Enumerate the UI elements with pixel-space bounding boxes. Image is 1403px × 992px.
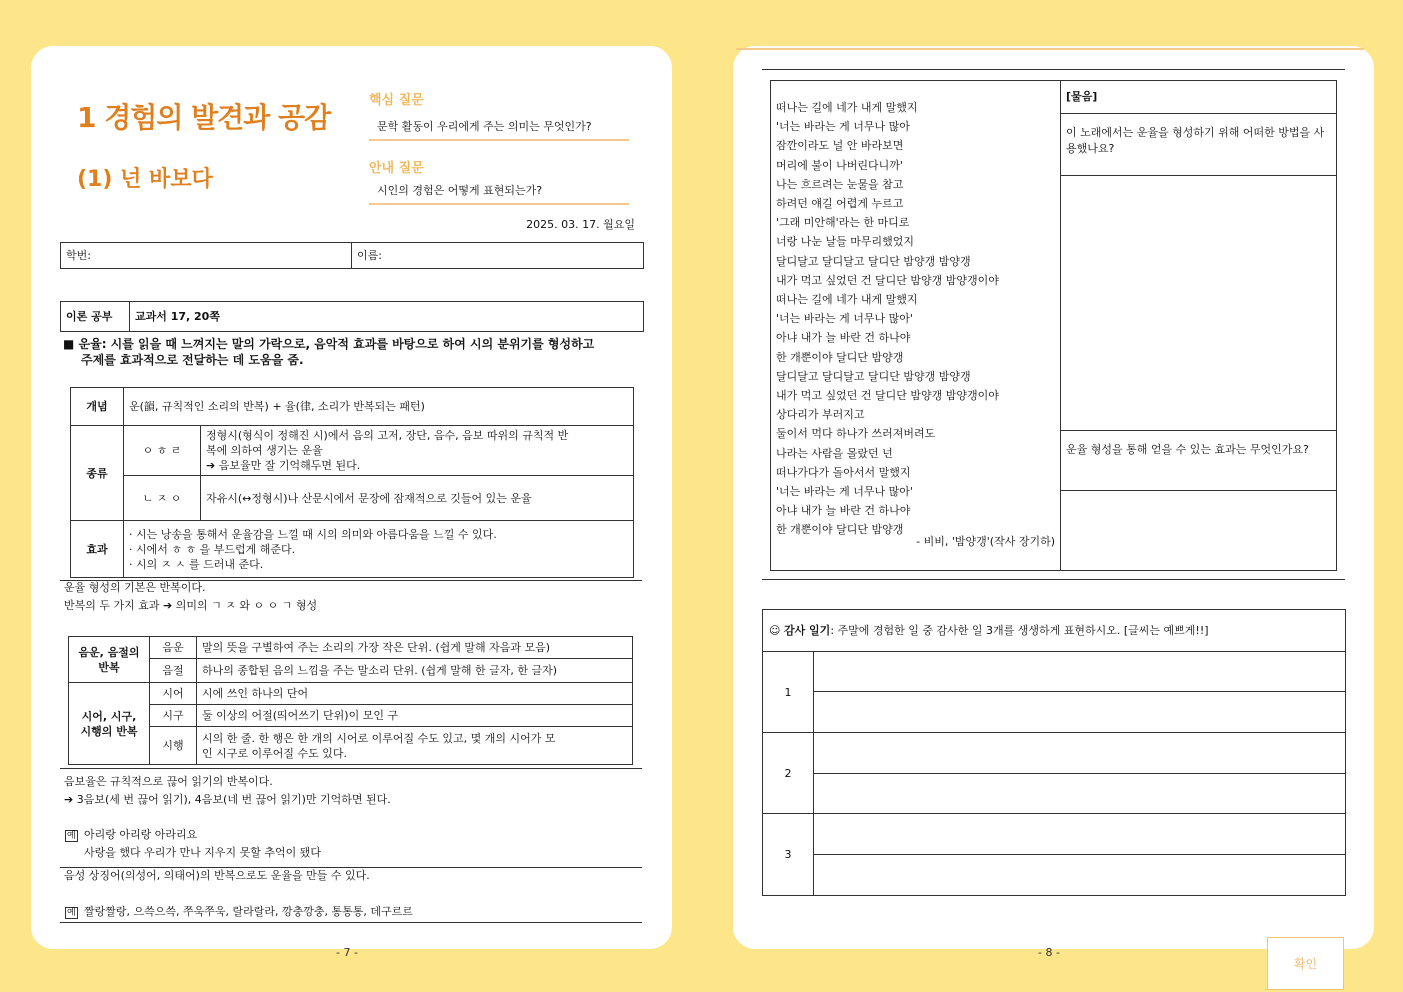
syllable-label: 음절 [150,659,197,683]
page-number-right: - 8 - [1038,946,1060,959]
guide-question-label: 안내 질문 [369,161,424,176]
poem-line: 아냐 내가 늘 바란 건 하나야 [776,331,911,345]
group1-line2: 반복 [98,660,120,674]
question-column [1060,80,1337,571]
example1-line2: 사랑을 했다 우리가 만나 지우지 못할 추억이 됐다 [84,846,321,859]
poem-line: 머리에 불이 나버린다니까' [776,158,903,172]
note-repetition: 운율 형성의 기본은 반복이다. [64,581,206,594]
group1-line1: 음운, 음절의 [78,645,140,659]
divider [762,69,1345,70]
effect-item: · 시에서 ㅎ ㅎ 을 부드럽게 해준다. [129,542,296,556]
core-question-label: 핵심 질문 [369,93,424,108]
note-repetition-effects: 반복의 두 가지 효과 ➔ 의미의 ㄱ ㅈ 와 ㅇ ㅇ ㄱ 형성 [64,599,318,612]
confirm-button[interactable]: 확인 [1267,937,1344,990]
poem-line: '너는 바라는 게 너무나 많아' [776,312,913,326]
poem-line: 한 개뿐이야 달디단 밤양갱 [776,523,904,537]
name-label: 이름: [357,249,382,262]
answer-1-area[interactable] [1060,176,1336,430]
theory-reference: 교과서 17, 20쪽 [130,302,644,332]
poem-line: 달디달고 달디달고 달디단 밤양갱 밤양갱 [776,369,971,383]
type1-desc [201,426,634,476]
gratitude-instruction: : 주말에 경험한 일 중 감사한 일 3개를 생생하게 표현하시오. [글씨는 예쁘게!!] [830,624,1209,637]
concept-text: 운(韻, 규칙적인 소리의 반복) + 율(律, 소리가 반복되는 패턴) [124,388,634,426]
poem-line: 한 개뿐이야 달디단 밤양갱 [776,350,904,364]
student-id-label: 학번: [66,249,91,262]
line-desc [197,727,633,765]
student-id-field[interactable] [61,243,352,269]
rhythm-definition-line1: ■ 운율: 시를 읽을 때 느껴지는 말의 가락으로, 음악적 효과를 바탕으로 하여 시의 분위기를 형성하고 [63,337,595,351]
left-page [31,46,672,949]
poem-line: 떠나가다가 돌아서서 말했지 [776,465,911,479]
row-number: 2 [763,733,814,814]
poem-line: 내가 먹고 싶었던 건 달디단 밤양갱 밤양갱이야 [776,389,999,403]
poem-line: 하려던 얘길 어렵게 누르고 [776,197,904,211]
poem-line: 떠나는 길에 네가 내게 말했지 [776,101,918,114]
phoneme-label: 음운 [150,637,197,659]
section-title: (1) 넌 바보다 [77,167,213,192]
poem-line: 둘이서 먹다 하나가 쓰러져버려도 [776,427,936,441]
name-field[interactable] [352,243,644,269]
right-page [733,46,1374,949]
phoneme-desc: 말의 뜻을 구별하여 주는 소리의 가장 작은 단위. (쉽게 말해 자음과 모음) [197,637,633,659]
poem-line: 나는 흐르려는 눈물을 참고 [776,177,904,191]
page-number-left: - 7 - [336,946,358,959]
type1-blank: ㅇ ㅎ ㄹ [124,426,201,476]
note-meter: 음보율은 규칙적으로 끊어 읽기의 반복이다. [64,775,273,788]
gratitude-entry-3a[interactable] [814,814,1346,855]
effect-label: 효과 [71,521,124,578]
guide-question: 시인의 경험은 어떻게 표현되는가? [369,182,629,205]
poem-line: 아냐 내가 늘 바란 건 하나야 [776,504,911,518]
row-number: 1 [763,652,814,733]
example1-line1: 아리랑 아리랑 아라리요 [84,828,198,841]
phrase-label: 시구 [150,705,197,727]
chapter-title: 1 경험의 발견과 공감 [77,101,331,134]
poem-source: - 비비, '밤양갱'(작사 장기하) [916,535,1055,548]
group2-label [69,683,150,765]
group1-label [69,637,150,683]
example-marker: 예 [67,908,76,918]
poem-box [770,80,1061,571]
gratitude-label: 감사 일기 [783,624,831,637]
poem-line: 떠나는 길에 네가 내게 말했지 [776,293,918,307]
student-info-box [60,242,644,269]
rhythm-definition-line2: 주제를 효과적으로 전달하는 데 도움을 줌. [81,353,304,367]
top-rule [736,48,1364,50]
row-number: 3 [763,814,814,896]
effect-list [124,521,634,578]
poem-line: 나라는 사람을 몰랐던 넌 [776,446,893,460]
example-marker: 예 [67,831,76,841]
question-1: 이 노래에서는 운율을 형성하기 위해 어떠한 방법을 사용했나요? [1066,126,1325,155]
theory-label: 이론 공부 [61,302,130,332]
core-question: 문학 활동이 우리에게 주는 의미는 무엇인가? [369,118,629,141]
example2: 짤랑짤랑, 으쓱으쓱, 쭈욱쭈욱, 랄라랄라, 깡충깡충, 통통통, 데구르르 [84,905,413,918]
phrase-desc: 둘 이상의 어절(띄어쓰기 단위)이 모인 구 [197,705,633,727]
gratitude-entry-1b[interactable] [814,692,1346,733]
note-onomatopoeia: 음성 상징어(의성어, 의태어)의 반복으로도 운율을 만들 수 있다. [64,869,370,882]
gratitude-table [762,609,1346,896]
poem-line: 달디달고 달디달고 달디단 밤양갱 밤양갱 [776,254,971,268]
poem-line: 잠깐이라도 널 안 바라보면 [776,139,904,153]
effect-item: · 시는 낭송을 통해서 운율감을 느낄 때 시의 의미와 아름다움을 느낄 수 있다. [129,527,497,541]
date: 2025. 03. 17. 월요일 [526,218,635,231]
poem-line: '너는 바라는 게 너무나 많아 [776,120,910,134]
gratitude-entry-2a[interactable] [814,733,1346,774]
word-label: 시어 [150,683,197,705]
poem-lines [776,98,999,540]
line-desc-1: 시의 한 줄. 한 행은 한 개의 시어로 이루어질 수도 있고, 몇 개의 시어가 모 [202,731,556,745]
concept-label: 개념 [71,388,124,426]
repetition-table [68,636,633,765]
group2-line2: 시행의 반복 [80,724,138,738]
syllable-desc: 하나의 종합된 음의 느낌을 주는 말소리 단위. (쉽게 말해 한 글자, 한 글자) [197,659,633,683]
type2-blank: ㄴ ㅈ ㅇ [124,476,201,521]
questions-label: [물음] [1066,90,1098,103]
divider [762,579,1345,580]
poem-line: 상다리가 부러지고 [776,408,865,422]
smile-icon: ☺ [769,624,781,637]
poem-line: '너는 바라는 게 너무나 많아' [776,485,913,499]
divider [1060,430,1336,431]
type1-line3: ➔ 음보율만 잘 기억해두면 된다. [206,459,361,472]
effect-item: · 시의 ㅈ ㅅ 를 드러내 준다. [129,557,264,571]
poem-line: '그래 미안해'라는 한 마디로 [776,216,910,230]
types-label: 종류 [71,426,124,521]
poem-line: 내가 먹고 싶었던 건 달디단 밤양갱 밤양갱이야 [776,273,999,287]
type1-line1: 정형시(형식이 정해진 시)에서 음의 고저, 장단, 음수, 음보 따위의 규칙적 반 [206,429,569,442]
gratitude-entry-3b[interactable] [814,855,1346,896]
gratitude-entry-2b[interactable] [814,774,1346,814]
gratitude-entry-1a[interactable] [814,652,1346,692]
rhythm-concept-table [70,387,634,578]
divider [60,768,642,769]
type1-line2: 복에 의하여 생기는 운율 [206,444,323,457]
poem-line: 너랑 나눈 날들 마무리했었지 [776,235,915,249]
question-2: 운율 형성을 통해 얻을 수 있는 효과는 무엇인가요? [1066,443,1309,456]
note-meter-tip: ➔ 3음보(세 번 끊어 읽기), 4음보(네 번 끊어 읽기)만 기억하면 된다. [64,793,391,806]
divider [60,922,642,923]
gratitude-header [763,610,1346,652]
answer-2-area[interactable] [1060,491,1336,571]
line-label: 시행 [150,727,197,765]
line-desc-2: 인 시구로 이루어질 수도 있다. [202,746,347,760]
group2-line1: 시어, 시구, [81,709,137,723]
theory-header [60,301,644,332]
divider [1060,113,1336,114]
type2-desc: 자유시(↔정형시)나 산문시에서 문장에 잠재적으로 깃들어 있는 운율 [201,476,634,521]
word-desc: 시에 쓰인 하나의 단어 [197,683,633,705]
